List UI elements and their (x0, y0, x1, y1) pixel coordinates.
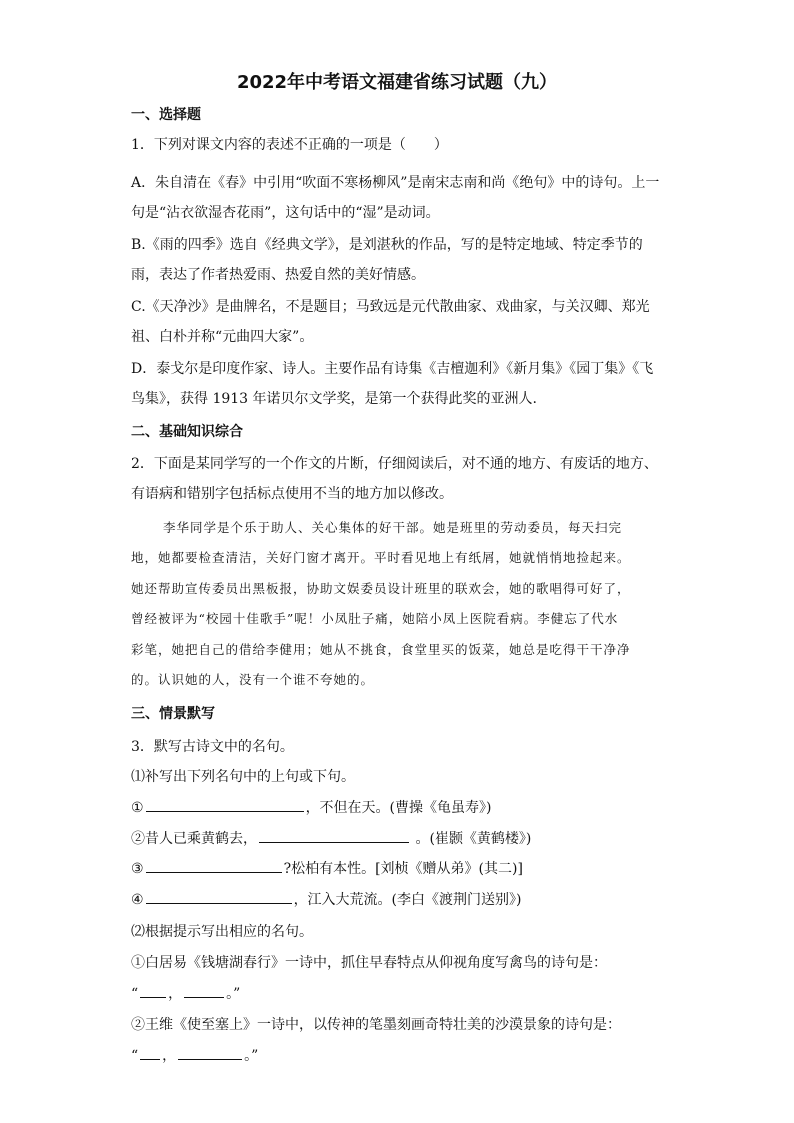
answer-blank[interactable] (178, 1058, 242, 1060)
prompt-2-answer (131, 1045, 258, 1065)
item-number: ④ (131, 892, 144, 908)
fill-item-4 (131, 889, 522, 909)
option-a-line2: 句是“沾衣欲湿杏花雨”，这句话中的“湿”是动词。 (131, 205, 440, 221)
section-heading-choice: 一、选择题 (131, 107, 201, 123)
open-quote: “ (131, 986, 139, 1002)
passage-line-1: 李华同学是个乐于助人、关心集体的好干部。她是班里的劳动委员，每天扫完 (163, 520, 623, 535)
answer-blank[interactable] (140, 1058, 160, 1060)
fill-item-2 (131, 828, 531, 848)
answer-blank[interactable] (146, 871, 282, 873)
answer-blank[interactable] (140, 996, 166, 998)
item-text: ?松柏有本性。[刘桢《赠从弟》(其二)] (283, 861, 523, 877)
sub-question-1: ⑴补写出下列名句中的上句或下句。 (131, 769, 355, 785)
passage-line-4: 曾经被评为“校园十佳歌手”呢！小凤肚子痛，她陪小凤上医院看病。李健忘了代水 (131, 611, 619, 626)
answer-blank[interactable] (146, 902, 292, 904)
passage-line-2: 地，她都要检查清洁，关好门窗才离开。平时看见地上有纸屑，她就悄悄地捡起来。 (131, 550, 631, 565)
option-d-line1: D．泰戈尔是印度作家、诗人。主要作品有诗集《吉檀迦利》《新月集》《园丁集》《飞 (131, 361, 654, 377)
question-2-line1: 2．下面是某同学写的一个作文的片断，仔细阅读后，对不通的地方、有废话的地方、 (131, 456, 658, 472)
item-number: ① (131, 800, 144, 816)
passage-line-5: 彩笔，她把自己的借给李健用；她从不挑食，食堂里买的饭菜，她总是吃得干干净净 (131, 642, 631, 657)
option-b-line1: B.《雨的四季》选自《经典文学》，是刘湛秋的作品，写的是特定地域、特定季节的 (131, 237, 643, 253)
question-3: 3．默写古诗文中的名句。 (131, 739, 294, 755)
option-a-line1: A．朱自清在《春》中引用“吹面不寒杨柳风”是南宋志南和尚《绝句》中的诗句。上一 (131, 175, 660, 191)
answer-blank[interactable] (259, 841, 409, 843)
item-number: ③ (131, 861, 144, 877)
section-heading-basics: 二、基础知识综合 (131, 424, 243, 440)
option-c-line2: 祖、白朴并称“元曲四大家”。 (131, 329, 314, 345)
passage-line-3: 她还帮助宣传委员出黑板报，协助文娱委员设计班里的联欢会，她的歌唱得可好了， (131, 581, 631, 596)
item-text: ，江入大荒流。(李白《渡荆门送别》) (293, 892, 522, 908)
item-text: ，不但在天。(曹操《龟虽寿》) (305, 800, 492, 816)
answer-blank[interactable] (184, 996, 224, 998)
comma: ， (168, 986, 183, 1002)
prompt-2: ②王维《使至塞上》一诗中，以传神的笔墨刻画奇特壮美的沙漠景象的诗句是： (131, 1017, 621, 1033)
close-quote: 。” (244, 1048, 259, 1064)
page-title: 2022年中考语文福建省练习试题（九） (236, 72, 558, 93)
close-quote: 。” (226, 986, 241, 1002)
fill-item-1 (131, 797, 492, 817)
answer-blank[interactable] (146, 810, 304, 812)
sub-question-2: ⑵根据提示写出相应的名句。 (131, 924, 313, 940)
question-1: 1．下列对课文内容的表述不正确的一项是（ ） (131, 137, 448, 153)
passage-line-6: 的。认识她的人，没有一个谁不夸她的。 (131, 672, 375, 687)
question-2-line2: 有语病和错别字包括标点使用不当的地方加以修改。 (131, 486, 453, 502)
fill-item-3 (131, 858, 523, 878)
prompt-1-answer (131, 983, 240, 1003)
option-c-line1: C.《天净沙》是曲牌名，不是题目；马致远是元代散曲家、戏曲家，与关汉卿、郑光 (131, 299, 650, 315)
open-quote: “ (131, 1048, 139, 1064)
item-text: 。(崔颢《黄鹤楼》) (415, 831, 532, 847)
section-heading-recitation: 三、情景默写 (131, 706, 215, 722)
comma: ， (162, 1048, 177, 1064)
prompt-1: ①白居易《钱塘湖春行》一诗中，抓住早春特点从仰视角度写禽鸟的诗句是： (131, 955, 607, 971)
option-b-line2: 雨，表达了作者热爱雨、热爱自然的美好情感。 (131, 267, 425, 283)
option-d-line2: 鸟集》，获得 1913 年诺贝尔文学奖，是第一个获得此奖的亚洲人. (131, 391, 537, 407)
item-prefix: ②昔人已乘黄鹤去， (131, 831, 257, 847)
